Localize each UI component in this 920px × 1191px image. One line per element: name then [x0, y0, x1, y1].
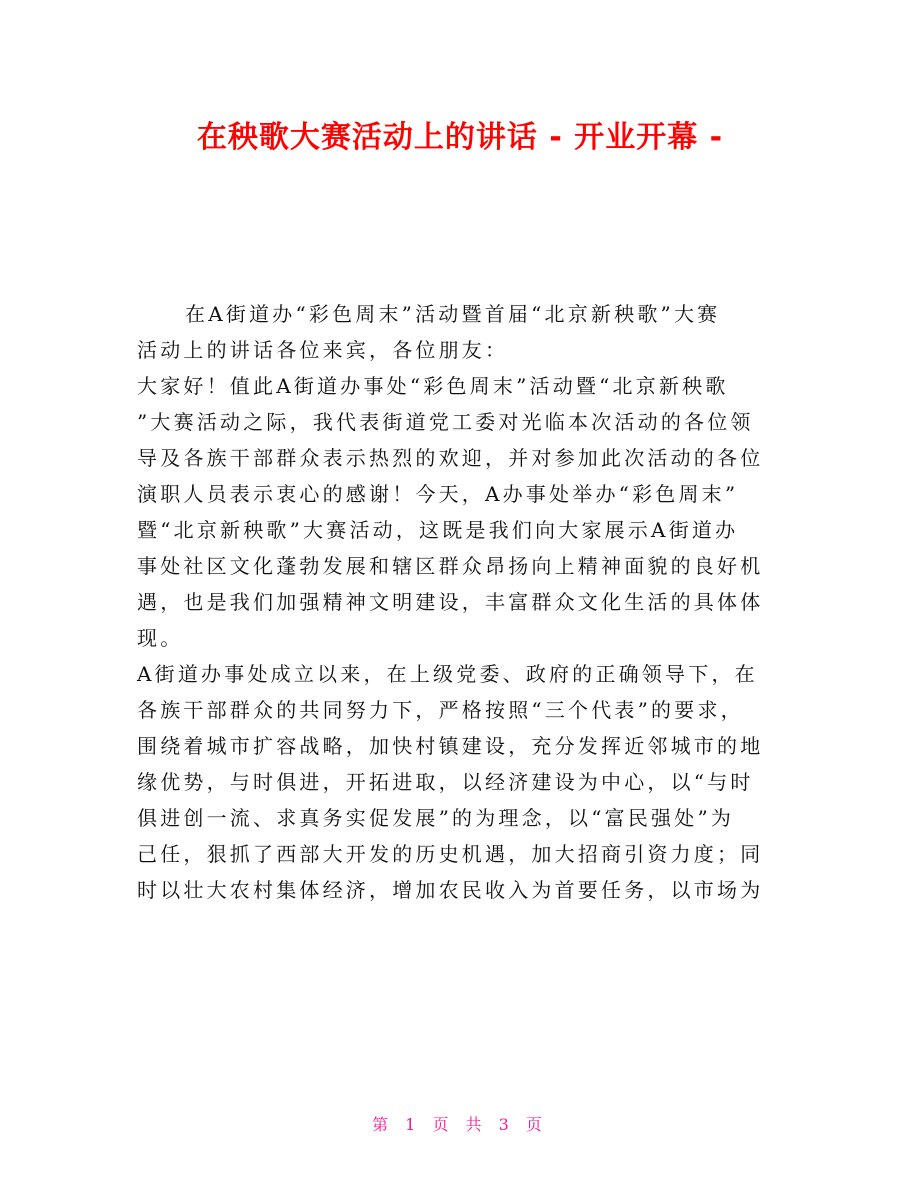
body-line: 暨“北京新秧歌”大赛活动，这既是我们向大家展示A街道办	[137, 518, 739, 542]
body-line: 导及各族干部群众表示热烈的欢迎，并对参加此次活动的各位	[137, 446, 764, 470]
body-line: A街道办事处成立以来，在上级党委、政府的正确领导下，在	[137, 662, 758, 686]
body-line: 事处社区文化蓬勃发展和辖区群众昂扬向上精神面貌的良好机	[137, 554, 764, 578]
body-line: 大家好！值此A街道办事处“彩色周末”活动暨“北京新秧歌	[137, 374, 729, 398]
page-number-footer: 第 1 页 共 3 页	[372, 1115, 548, 1134]
body-line: 缘优势，与时俱进，开拓进取，以经济建设为中心，以“与时	[137, 770, 754, 794]
body-line: 俱进创一流、求真务实促发展”的为理念，以“富民强处”为	[137, 806, 735, 830]
body-line: 现。	[137, 626, 184, 650]
body-line: 围绕着城市扩容战略，加快村镇建设，充分发挥近邻城市的地	[137, 734, 764, 758]
body-line: 活动上的讲话各位来宾，各位朋友：	[137, 338, 509, 362]
body-line: 遇，也是我们加强精神文明建设，丰富群众文化生活的具体体	[137, 590, 764, 614]
body-line: 演职人员表示衷心的感谢！今天，A办事处举办“彩色周末”	[137, 482, 739, 506]
document-title: 在秧歌大赛活动上的讲话 - 开业开幕 -	[196, 120, 724, 155]
body-line: 时以壮大农村集体经济，增加农民收入为首要任务，以市场为	[137, 878, 764, 902]
document-body	[137, 296, 787, 908]
body-line: 各族干部群众的共同努力下，严格按照“三个代表”的要求，	[137, 698, 744, 722]
body-line: 己任，狠抓了西部大开发的历史机遇，加大招商引资力度；同	[137, 842, 764, 866]
body-line: ”大赛活动之际，我代表街道党工委对光临本次活动的各位领	[137, 410, 754, 434]
body-line: 在A街道办“彩色周末”活动暨首届“北京新秧歌”大赛	[185, 302, 721, 326]
